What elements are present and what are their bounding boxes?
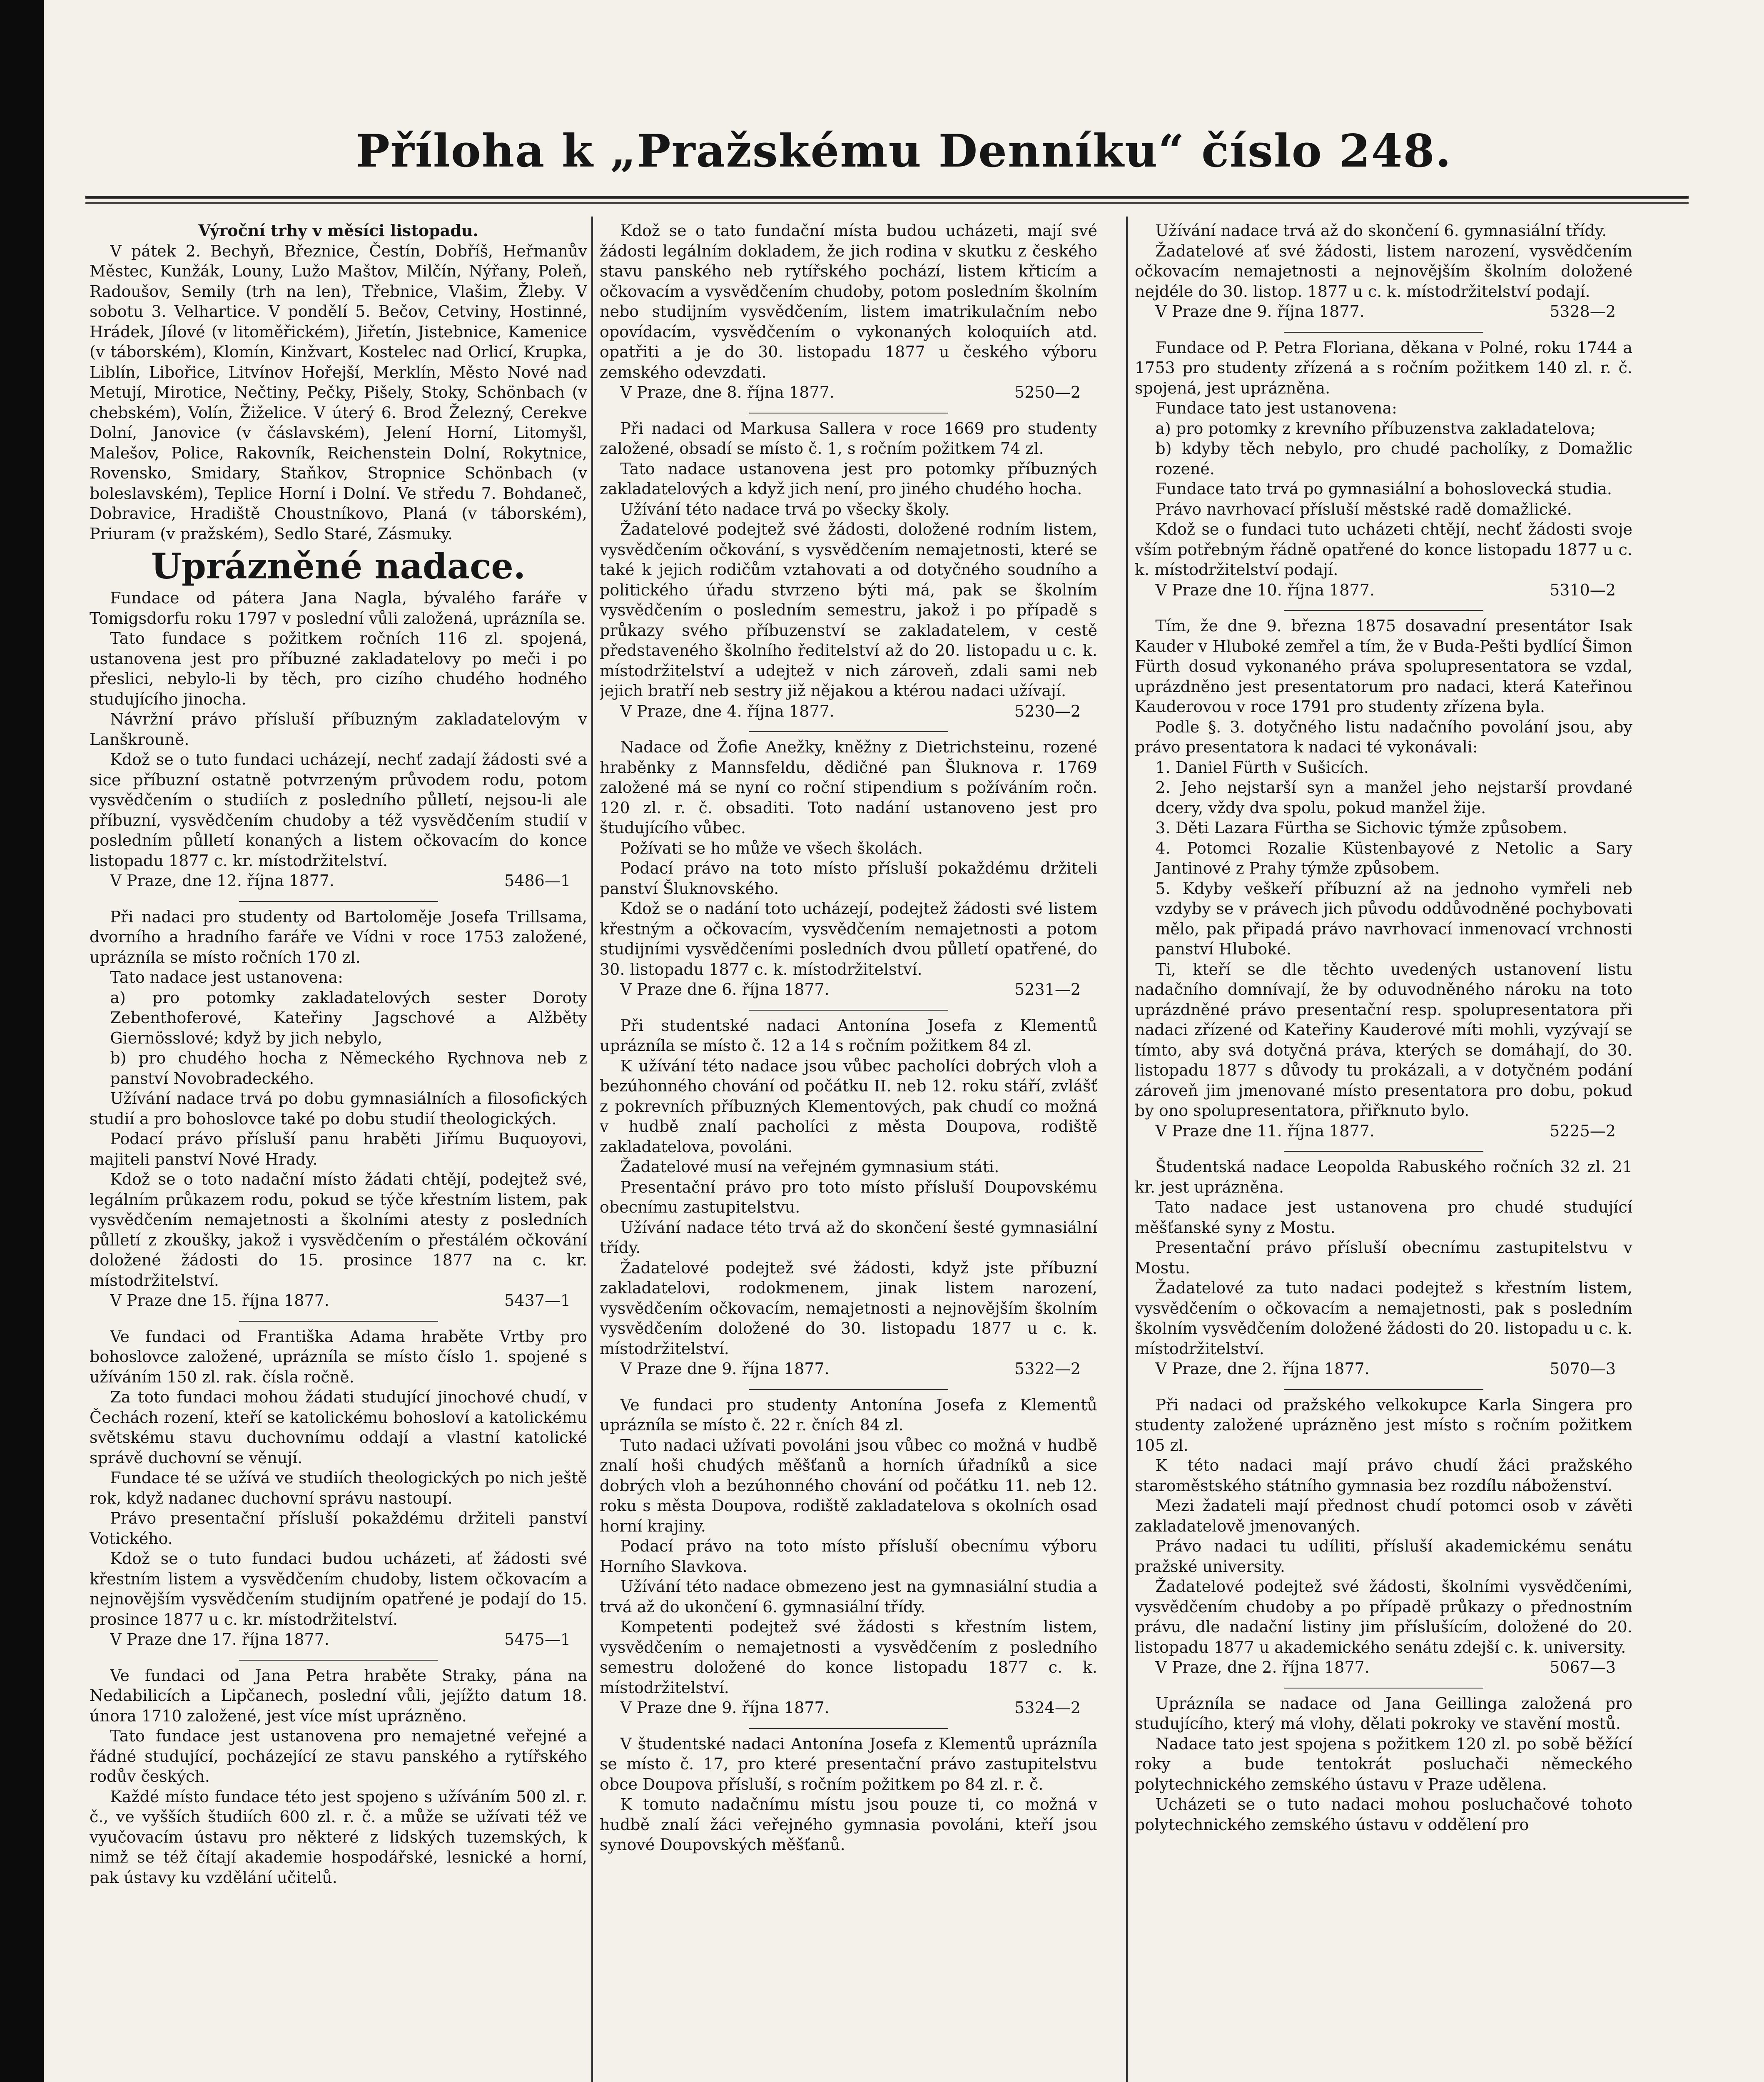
paragraph: Při studentské nadaci Antonína Josefa z Klementů uprázníla se místo č. 12 a 14 s ročním požitkem 84 zl. xyxy=(600,1016,1097,1055)
paragraph: Tato fundace s požitkem ročních 116 zl. spojená, ustanovena jest pro příbuzné zakladatelovy po meči i po přeslici, nebylo-li by těch, pro cizího chudého hodného studujícího jinocha. xyxy=(90,629,587,708)
paragraph: Podle §. 3. dotyčného listu nadačního povolání jsou, aby právo presentatora k nadaci té vykonávali: xyxy=(1135,717,1632,756)
title-rule-thick xyxy=(85,196,1689,199)
paragraph: Kdož se o nadání toto ucházejí, podejtež žádosti své listem křestným a očkovacím, vysvědčením nemajetnosti a potom studijními vysvědčeními posledních dvou půlletí opatřené, do 30. listopadu 1877 c. k. místodržitelství. xyxy=(600,899,1097,979)
notice-dateline xyxy=(1135,1657,1632,1678)
notice-date: V Praze, dne 2. října 1877. xyxy=(1155,1360,1370,1378)
paragraph: Fundace té se užívá ve studiích theologických po nich ještě rok, když nadanec duchovní správu nastoupí. xyxy=(90,1469,587,1507)
notice-dateline xyxy=(600,1359,1097,1379)
enumerated-item: b) kdyby těch nebylo, pro chudé pacholíky, z Domažlic rozené. xyxy=(1155,439,1632,478)
notice-reference-number: 5310—2 xyxy=(1550,580,1616,599)
paragraph: V pátek 2. Bechyň, Březnice, Čestín, Dobříš, Heřmanův Městec, Kunžák, Louny, Lužo Maštov, Milčín, Nýřany, Poleň, Radoušov, Semily (trh na len), Třebnice, Vlašim, Žleby. V sobotu 3. Velhartice. V pondělí 5. Bečov, Cetviny, Hostinné, Hrádek, Jílové (v litoměřickém), Jiřetín, Jistebnice, Kamenice (v táborském), Klomín, Kinžvart, Kostelec nad Orlicí, Krupka, Liblín, Libořice, Litvínov Hořejší, Merklín, Město Nové nad Metují, Mirotice, Nečtiny, Pečky, Pišely, Stoky, Schönbach (v chebském), Volín, Žiželice. V úterý 6. Brod Železný, Cerekve Dolní, Janovice (v čáslavském), Jelení Horní, Litomyšl, Malešov, Police, Rakovník, Reichenstein Dolní, Rokytnice, Rovensko, Smidary, Staňkov, Stropnice Schönbach (v boleslavském), Teplice Horní i Dolní. Ve středu 7. Bohdaneč, Dobravice, Hradiště Choustníkovo, Planá (v táborském), Priuram (v pražském), Sedlo Staré, Zásmuky. xyxy=(90,242,587,543)
notice-separator xyxy=(1284,1151,1483,1152)
paragraph: K tomuto nadačnímu místu jsou pouze ti, co možná v hudbě znalí žáci veřejného gymnasia povoláni, kteří jsou synové Doupovských měšťanů. xyxy=(600,1795,1097,1854)
column-divider xyxy=(591,217,593,2082)
paragraph: Podací právo na toto místo přísluší pokaždému držiteli panství Šluknovského. xyxy=(600,859,1097,898)
paragraph: K užívání této nadace jsou vůbec pacholíci dobrých vloh a bezúhonného chování od počátku II. neb 12. roku stáří, zvlášť z pokrevních příbuzných Klementových, pak chudí co možná v hudbě znalí pacholíci z města Doupova, rodiště zakladatelova, povoláni. xyxy=(600,1056,1097,1156)
paragraph: Fundace tato jest ustanovena: xyxy=(1155,399,1397,417)
notice-separator xyxy=(1284,1389,1483,1390)
paragraph: Žadatelové podejtež své žádosti, když jste příbuzní zakladatelovi, rodokmenem, jinak listem narození, vysvědčením očkovacím, nemajetnosti a nejnovějším školním vysvědčením doložené do 30. listopadu 1877 u c. k. místodržitelství. xyxy=(600,1258,1097,1358)
enumerated-item: 4. Potomci Rozalie Küstenbayové z Netolic a Sary Jantinové z Prahy týmže způsobem. xyxy=(1155,839,1632,877)
paragraph: Užívání této nadace obmezeno jest na gymnasiální studia a trvá až do ukončení 6. gymnasiální třídy. xyxy=(600,1577,1097,1616)
notice-date: V Praze dne 11. října 1877. xyxy=(1155,1121,1375,1140)
paragraph: Užívání nadace této trvá až do skončení šesté gymnasiální třídy. xyxy=(600,1218,1097,1257)
notice-dateline xyxy=(1135,580,1632,600)
notice-dateline xyxy=(90,1290,587,1311)
paragraph: Návržní právo přísluší příbuzným zakladatelovým v Lanškrouně. xyxy=(90,710,587,749)
paragraph: Užívání této nadace trvá po všecky školy. xyxy=(620,500,950,518)
article-heading: Výroční trhy v měsíci listopadu. xyxy=(198,221,478,240)
notice-dateline xyxy=(90,871,587,891)
paragraph: Ve fundaci od Jana Petra hraběte Straky, pána na Nedabilicích a Lipčanech, poslední vůli, jejížto datum 18. února 1710 založené, jest více míst uprázněno. xyxy=(90,1666,587,1725)
notice-reference-number: 5070—3 xyxy=(1550,1360,1616,1378)
notice-date: V Praze dne 9. října 1877. xyxy=(620,1360,830,1378)
notice-separator xyxy=(749,731,948,732)
paragraph: Za toto fundaci mohou žádati studující jinochové chudí, v Čechách rození, kteří se katolickému bohosloví a katolickému světskému stavu duchovnímu oddají a vlastní katolické správě duchovní se věnují. xyxy=(90,1388,587,1467)
notice-separator xyxy=(1284,610,1483,611)
notice-date: V Praze dne 15. října 1877. xyxy=(110,1291,329,1310)
notice-separator xyxy=(239,1660,438,1661)
notice-reference-number: 5230—2 xyxy=(1014,702,1081,720)
paragraph: Právo nadaci tu udíliti, přísluší akademickému senátu pražské university. xyxy=(1135,1537,1632,1576)
paragraph: Podací právo přísluší panu hraběti Jiřímu Buquoyovi, majiteli panství Nové Hrady. xyxy=(90,1130,587,1168)
paragraph: Při nadaci od pražského velkokupce Karla Singera pro studenty založené uprázněno jest místo s ročním požitkem 105 zl. xyxy=(1135,1395,1632,1454)
notice-reference-number: 5250—2 xyxy=(1014,383,1081,401)
column-3 xyxy=(1135,221,1632,2082)
paragraph: Kdož se o fundaci tuto ucházeti chtějí, nechť žádosti svoje vším potřebným řádně opatřené do konce listopadu 1877 u c. k. místodržitelství podají. xyxy=(1135,520,1632,579)
paragraph: Podací právo na toto místo přísluší obecnímu výboru Horního Slavkova. xyxy=(600,1537,1097,1576)
paragraph: Žadatelové podejtež své žádosti, školními vysvědčeními, vysvědčením chudoby a po případě průkazy o přednostním právu, dle nadační listiny jim příslušícím, doložené do 20. listopadu 1877 u akademického senátu zdejší c. k. university. xyxy=(1135,1577,1632,1656)
notice-reference-number: 5067—3 xyxy=(1550,1658,1616,1676)
notice-separator xyxy=(749,1389,948,1390)
paragraph: Uprázníla se nadace od Jana Geillinga založená pro studujícího, který má vlohy, dělati pokroky ve stavění mostů. xyxy=(1135,1694,1632,1733)
notice-dateline xyxy=(1135,301,1632,322)
notice-date: V Praze, dne 8. října 1877. xyxy=(620,383,835,401)
notice-separator xyxy=(1284,1688,1483,1689)
paragraph: Žadatelové za tuto nadaci podejtež s křestním listem, vysvědčením o očkovacím a nemajetnosti, pak s posledním školním vysvědčením doložené žádosti do 20. listopadu u c. k. místodržitelství. xyxy=(1135,1279,1632,1358)
paragraph: Kompetenti podejtež své žádosti s křestním listem, vysvědčením o nemajetnosti a vysvědčením z posledního semestru doložené do konce listopadu 1877 c. k. místodržitelství. xyxy=(600,1618,1097,1697)
notice-date: V Praze dne 9. října 1877. xyxy=(1155,302,1365,321)
paragraph: Při nadaci pro studenty od Bartoloměje Josefa Trillsama, dvorního a hradního faráře ve Vídni v roce 1753 založené, uprázníla se místo ročních 170 zl. xyxy=(90,907,587,966)
paragraph: Tuto nadaci užívati povoláni jsou vůbec co možná v hudbě znalí hoši chudých měšťanů a horních úřadníků a sice dobrých vloh a bezúhonného chování od počátku 11. neb 12. roku s města Doupova, rodiště zakladatelova s okolních osad horní krajiny. xyxy=(600,1436,1097,1535)
paragraph: Tím, že dne 9. března 1875 dosavadní presentátor Isak Kauder v Hluboké zemřel a tím, že v Buda-Pešti bydlící Šimon Fürth dosud vykonaného práva spolupresentatora se vzdal, uprázdněno jest presentatorum pro nadaci, která Kateřinou Kauderovou v roce 1791 pro studenty zřízena byla. xyxy=(1135,617,1632,716)
paragraph: Žadatelové ať své žádosti, listem narození, vysvědčením očkovacím nemajetnosti a nejnovějším školním doložené nejdéle do 30. listop. 1877 u c. k. místodržitelství podají. xyxy=(1135,242,1632,301)
notice-reference-number: 5231—2 xyxy=(1014,980,1081,999)
notice-dateline xyxy=(1135,1359,1632,1379)
paragraph: Kdož se o tuto fundaci budou ucházeti, ať žádosti své křestním listem a vysvědčením chudoby, listem očkovacím a nejnovějším vysvědčením studijním opatřené je podají do 15. prosince 1877 u c. kr. místodržitelství. xyxy=(90,1549,587,1629)
notice-date: V Praze dne 9. října 1877. xyxy=(620,1698,830,1717)
paragraph: Právo presentační přísluší pokaždému držiteli panství Votického. xyxy=(90,1509,587,1548)
notice-dateline xyxy=(1135,1121,1632,1141)
notice-date: V Praze, dne 2. října 1877. xyxy=(1155,1658,1370,1676)
notice-date: V Praze dne 10. října 1877. xyxy=(1155,580,1375,599)
notice-dateline xyxy=(600,382,1097,403)
paragraph: Mezi žadateli mají přednost chudí potomci osob v závěti zakladatelově jmenovaných. xyxy=(1135,1497,1632,1535)
paragraph: Ve fundaci od Františka Adama hraběte Vrtby pro bohoslovce založené, uprázníla se místo číslo 1. spojené s užíváním 150 zl. rak. čísla ročně. xyxy=(90,1327,587,1386)
notice-date: V Praze, dne 12. října 1877. xyxy=(110,872,334,890)
paragraph: Ucházeti se o tuto nadaci mohou posluchačové tohoto polytechnického zemského ústavu v oddělení pro xyxy=(1135,1795,1632,1834)
notice-separator xyxy=(749,1010,948,1011)
page-title: Příloha k „Pražskému Denníku“ číslo 248. xyxy=(356,125,1452,177)
paragraph: Študentská nadace Leopolda Rabuského ročních 32 zl. 21 kr. jest uprázněna. xyxy=(1135,1158,1632,1196)
paragraph: Nadace tato jest spojena s požitkem 120 zl. po sobě běžící roky a bude tentokrát posluchači německého polytechnického zemského ústavu v Praze udělena. xyxy=(1135,1734,1632,1793)
notice-dateline xyxy=(600,1698,1097,1718)
notice-date: V Praze dne 17. října 1877. xyxy=(110,1630,329,1649)
paragraph: Tato nadace jest ustanovena pro chudé studující měšťanské syny z Mostu. xyxy=(1135,1198,1632,1237)
notice-reference-number: 5486—1 xyxy=(504,872,571,890)
notice-dateline xyxy=(600,979,1097,1000)
paragraph: Kdož se o tato fundační místa budou ucházeti, mají své žádosti legálním dokladem, že jich rodina v skutku z českého stavu panského neb rytířského pochází, listem křticím a očkovacím a vysvědčením chudoby, potom posledním školním nebo studijním vysvědčením, listem imatrikulačním nebo opovídacím, vysvědčením o vykonaných koloquiích atd. opatřiti a je do 30. listopadu 1877 u českého výboru zemského odevzdati. xyxy=(600,222,1097,381)
notice-reference-number: 5437—1 xyxy=(504,1291,571,1310)
notice-date: V Praze dne 6. října 1877. xyxy=(620,980,830,999)
enumerated-item: a) pro potomky z krevního příbuzenstva zakladatelova; xyxy=(1155,419,1596,438)
notice-date: V Praze, dne 4. října 1877. xyxy=(620,702,835,720)
notice-reference-number: 5225—2 xyxy=(1550,1121,1616,1140)
enumerated-item: a) pro potomky zakladatelových sester Doroty Zebenthoferové, Kateřiny Jagschové a Alžběty Giernösslové; když by jich nebylo, xyxy=(110,988,587,1047)
enumerated-item: 5. Kdyby veškeří příbuzní až na jednoho vymřeli neb vzdyby se v právech jich původu oddůvodněné pochybovati mělo, pak připadá právo navrhovací inmenovací vrchnosti panství Hluboké. xyxy=(1155,879,1632,958)
notice-separator xyxy=(749,1728,948,1729)
notice-separator xyxy=(239,901,438,902)
paragraph: K této nadaci mají právo chudí žáci pražského staroměstského státního gymnasia bez rozdílu náboženství. xyxy=(1135,1456,1632,1495)
paragraph: Ve fundaci pro studenty Antonína Josefa z Klementů uprázníla se místo č. 22 r. čních 84 zl. xyxy=(600,1395,1097,1434)
enumerated-item: b) pro chudého hocha z Německého Rychnova neb z panství Novobradeckého. xyxy=(110,1049,587,1088)
column-2 xyxy=(600,221,1097,2082)
paragraph: Presentační právo pro toto místo přísluší Doupovskému obecnímu zastupitelstvu. xyxy=(600,1178,1097,1216)
notice-dateline xyxy=(90,1629,587,1650)
enumerated-item: 3. Děti Lazara Fürtha se Sichovic týmže způsobem. xyxy=(1155,819,1567,837)
notice-reference-number: 5475—1 xyxy=(504,1630,571,1649)
paragraph: V študentské nadaci Antonína Josefa z Klementů uprázníla se místo č. 17, pro které presentační právo zastupitelstvu obce Doupova přísluší, s ročním požitkem po 84 zl. r. č. xyxy=(600,1734,1097,1793)
paragraph: Užívání nadace trvá až do skončení 6. gymnasiální třídy. xyxy=(1155,222,1607,240)
paragraph: Každé místo fundace této jest spojeno s užíváním 500 zl. r. č., ve vyšších študiích 600 zl. r. č. a může se užívati též ve vyučovacím ústavu pro některé z lidských tuzemských, k nimž se též čítají akademie hospodářské, lesnické a horní, pak ústavy ku vzdělání učitelů. xyxy=(90,1787,587,1887)
paragraph: Právo navrhovací přísluší městské radě domažlické. xyxy=(1155,500,1572,518)
notice-dateline xyxy=(600,701,1097,722)
paragraph: Tato nadace jest ustanovena: xyxy=(110,968,343,986)
paragraph: Fundace od P. Petra Floriana, děkana v Polné, roku 1744 a 1753 pro studenty zřízená a s ročním požitkem 140 zl. r. č. spojená, jest uprázněna. xyxy=(1135,338,1632,397)
enumerated-item: 2. Jeho nejstarší syn a manžel jeho nejstarší provdané dcery, vždy dva spolu, pokud manžel žije. xyxy=(1155,778,1632,817)
paragraph: Tato nadace ustanovena jest pro potomky příbuzných zakladatelových a když jich není, pro jiného chudého hocha. xyxy=(600,459,1097,498)
notice-separator xyxy=(239,1321,438,1322)
paragraph: Kdož se o toto nadační místo žádati chtějí, podejtež své, legálním průkazem rodu, pokud se týče křestním listem, pak vysvědčením nemajetnosti a školními atesty z posledních půlletí z zkoušky, jakož i vysvědčením o přestálém očkování doložené žádosti do 15. prosince 1877 na c. kr. místodržitelství. xyxy=(90,1170,587,1290)
paragraph: Při nadaci od Markusa Sallera v roce 1669 pro studenty založené, obsadí se místo č. 1, s ročním požitkem 74 zl. xyxy=(600,419,1097,458)
notice-reference-number: 5328—2 xyxy=(1550,302,1616,321)
title-rule-thin xyxy=(85,202,1689,204)
enumerated-item: 1. Daniel Fürth v Sušicích. xyxy=(1155,758,1369,777)
paragraph: Fundace od pátera Jana Nagla, bývalého faráře v Tomigsdorfu roku 1797 v poslední vůli založená, uprázníla se. xyxy=(90,589,587,628)
paragraph: Užívání nadace trvá po dobu gymnasiálních a filosofických studií a pro bohoslovce také po dobu studií theologických. xyxy=(90,1089,587,1128)
notice-separator xyxy=(1284,332,1483,333)
paragraph: Požívati se ho může ve všech školách. xyxy=(620,839,923,857)
column-divider xyxy=(1126,217,1128,2082)
notice-reference-number: 5322—2 xyxy=(1014,1360,1081,1378)
paragraph: Nadace od Žofie Anežky, kněžny z Dietrichsteinu, rozené hraběnky z Mannsfeldu, dědičné pan Šluknova r. 1769 založené má se nyní co roční stipendium s požíváním ročn. 120 zl. r. č. obsaditi. Toto nadání ustanoveno jest pro študujícího vůbec. xyxy=(600,738,1097,837)
column-1 xyxy=(90,221,587,2082)
paragraph: Tato fundace jest ustanovena pro nemajetné veřejné a řádné studující, pocházející ze stavu panského a rytířského rodův českých. xyxy=(90,1727,587,1786)
paragraph: Žadatelové musí na veřejném gymnasium státi. xyxy=(620,1158,999,1176)
paragraph: Presentační právo přísluší obecnímu zastupitelstvu v Mostu. xyxy=(1135,1238,1632,1277)
paragraph: Žadatelové podejtež své žádosti, doložené rodním listem, vysvědčením očkování, s vysvědčením nemajetnosti, které se také k jejich rodičům vztahovati a od dotyčného soudního a politického úřadu stvrzeno býti má, pak se školním vysvědčením o posledním semestru, jakož i po případě s průkazy svého příbuzenství se zakladatelem, v cestě představeného školního ředitelství až do 20. listopadu u c. k. místodržitelství a udejtež v nich zároveň, zdali sami neb jejich bratří neb sestry již nějakou a ktérou nadaci užívají. xyxy=(600,520,1097,700)
section-heading: Uprázněné nadace. xyxy=(151,545,526,587)
notice-reference-number: 5324—2 xyxy=(1014,1698,1081,1717)
paragraph: Kdož se o tuto fundaci ucházejí, nechť zadají žádosti své a sice příbuzní ostatně potvrzeným průvodem rodu, potom vysvědčením o studiích z posledního půlletí, nejsou-li ale příbuzní, vysvědčením chudoby a též vysvědčením studií v posledním půlletí konaných a listem očkovacím do konce listopadu 1877 c. kr. místodržitelství. xyxy=(90,750,587,870)
paragraph: Fundace tato trvá po gymnasiální a bohoslovecká studia. xyxy=(1155,480,1612,498)
paragraph: Ti, kteří se dle těchto uvedených ustanovení listu nadačního domnívají, že by oduvodněného nároku na toto uprázdněné právo presentační resp. spolupresentatora při nadaci zřízené od Kateřiny Kauderové míti mohli, vyzývají se tímto, aby svá dotyčná práva, kterých se domáhají, do 30. listopadu 1877 s důvody tu prokázali, a v dotyčném podání zároveň jim jmenované místo presentatora pro dobu, pokud by ono spolupresentatora, přiřknuto bylo. xyxy=(1135,960,1632,1120)
